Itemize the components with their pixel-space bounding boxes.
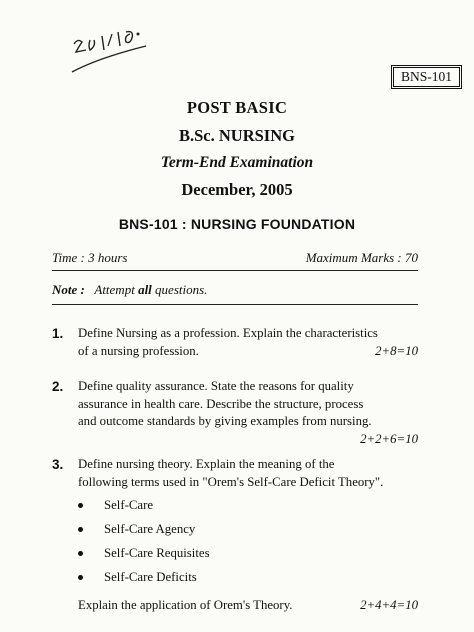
subject-title: BNS-101 : NURSING FOUNDATION bbox=[118, 216, 356, 232]
divider-top bbox=[52, 270, 418, 271]
question-2 bbox=[52, 378, 418, 448]
list-item bbox=[78, 521, 418, 545]
term-list bbox=[78, 497, 418, 593]
term-label: Self-Care bbox=[104, 498, 154, 512]
divider-bottom bbox=[52, 304, 418, 305]
question-number: 1. bbox=[52, 326, 64, 341]
question-text-line: Define quality assurance. State the reasons for quality bbox=[78, 379, 354, 393]
bullet-icon bbox=[78, 527, 83, 532]
note-emphasis: all bbox=[138, 282, 152, 297]
question-3 bbox=[52, 456, 418, 593]
question-text-line: of a nursing profession. bbox=[78, 343, 199, 358]
bullet-icon bbox=[78, 551, 83, 556]
exam-type: Term-End Examination bbox=[160, 154, 314, 171]
question-3-final bbox=[78, 598, 418, 613]
exam-date: December, 2005 bbox=[181, 180, 293, 199]
question-text-line: assurance in health care. Describe the structure, process bbox=[78, 396, 364, 411]
bullet-icon bbox=[78, 503, 83, 508]
question-text-line: and outcome standards by giving examples from nursing. bbox=[78, 414, 372, 428]
program-type: POST BASIC bbox=[186, 98, 288, 117]
question-marks: 2+2+6=10 bbox=[360, 431, 418, 446]
question-1 bbox=[52, 325, 418, 360]
question-text-line: Define Nursing as a profession. Explain the characteristics bbox=[78, 326, 378, 340]
list-item bbox=[78, 545, 418, 569]
term-label: Self-Care Requisites bbox=[104, 546, 210, 560]
question-marks: 2+4+4=10 bbox=[360, 598, 418, 612]
handwritten-annotation bbox=[68, 22, 158, 74]
program-name: B.Sc. NURSING bbox=[179, 126, 295, 145]
maximum-marks: Maximum Marks : 70 bbox=[305, 250, 418, 265]
exam-meta bbox=[52, 250, 418, 266]
list-item bbox=[78, 497, 418, 521]
time-allowed: Time : 3 hours bbox=[52, 250, 128, 265]
instruction-note bbox=[52, 282, 207, 298]
question-marks: 2+8=10 bbox=[375, 343, 418, 358]
question-text-line: Define nursing theory. Explain the meaning of the bbox=[78, 457, 335, 471]
question-number: 3. bbox=[52, 457, 64, 472]
note-text-after: questions. bbox=[155, 282, 208, 297]
term-label: Self-Care Agency bbox=[104, 522, 196, 536]
note-label: Note : bbox=[52, 282, 85, 297]
question-number: 2. bbox=[52, 379, 64, 394]
question-text-line: Explain the application of Orem's Theory. bbox=[78, 598, 293, 612]
bullet-icon bbox=[78, 575, 83, 580]
course-code-box: BNS-101 bbox=[393, 67, 460, 87]
list-item bbox=[78, 569, 418, 593]
note-text-before: Attempt bbox=[94, 282, 135, 297]
question-text-line: following terms used in "Orem's Self-Care Deficit Theory". bbox=[78, 474, 384, 489]
term-label: Self-Care Deficits bbox=[104, 570, 197, 584]
